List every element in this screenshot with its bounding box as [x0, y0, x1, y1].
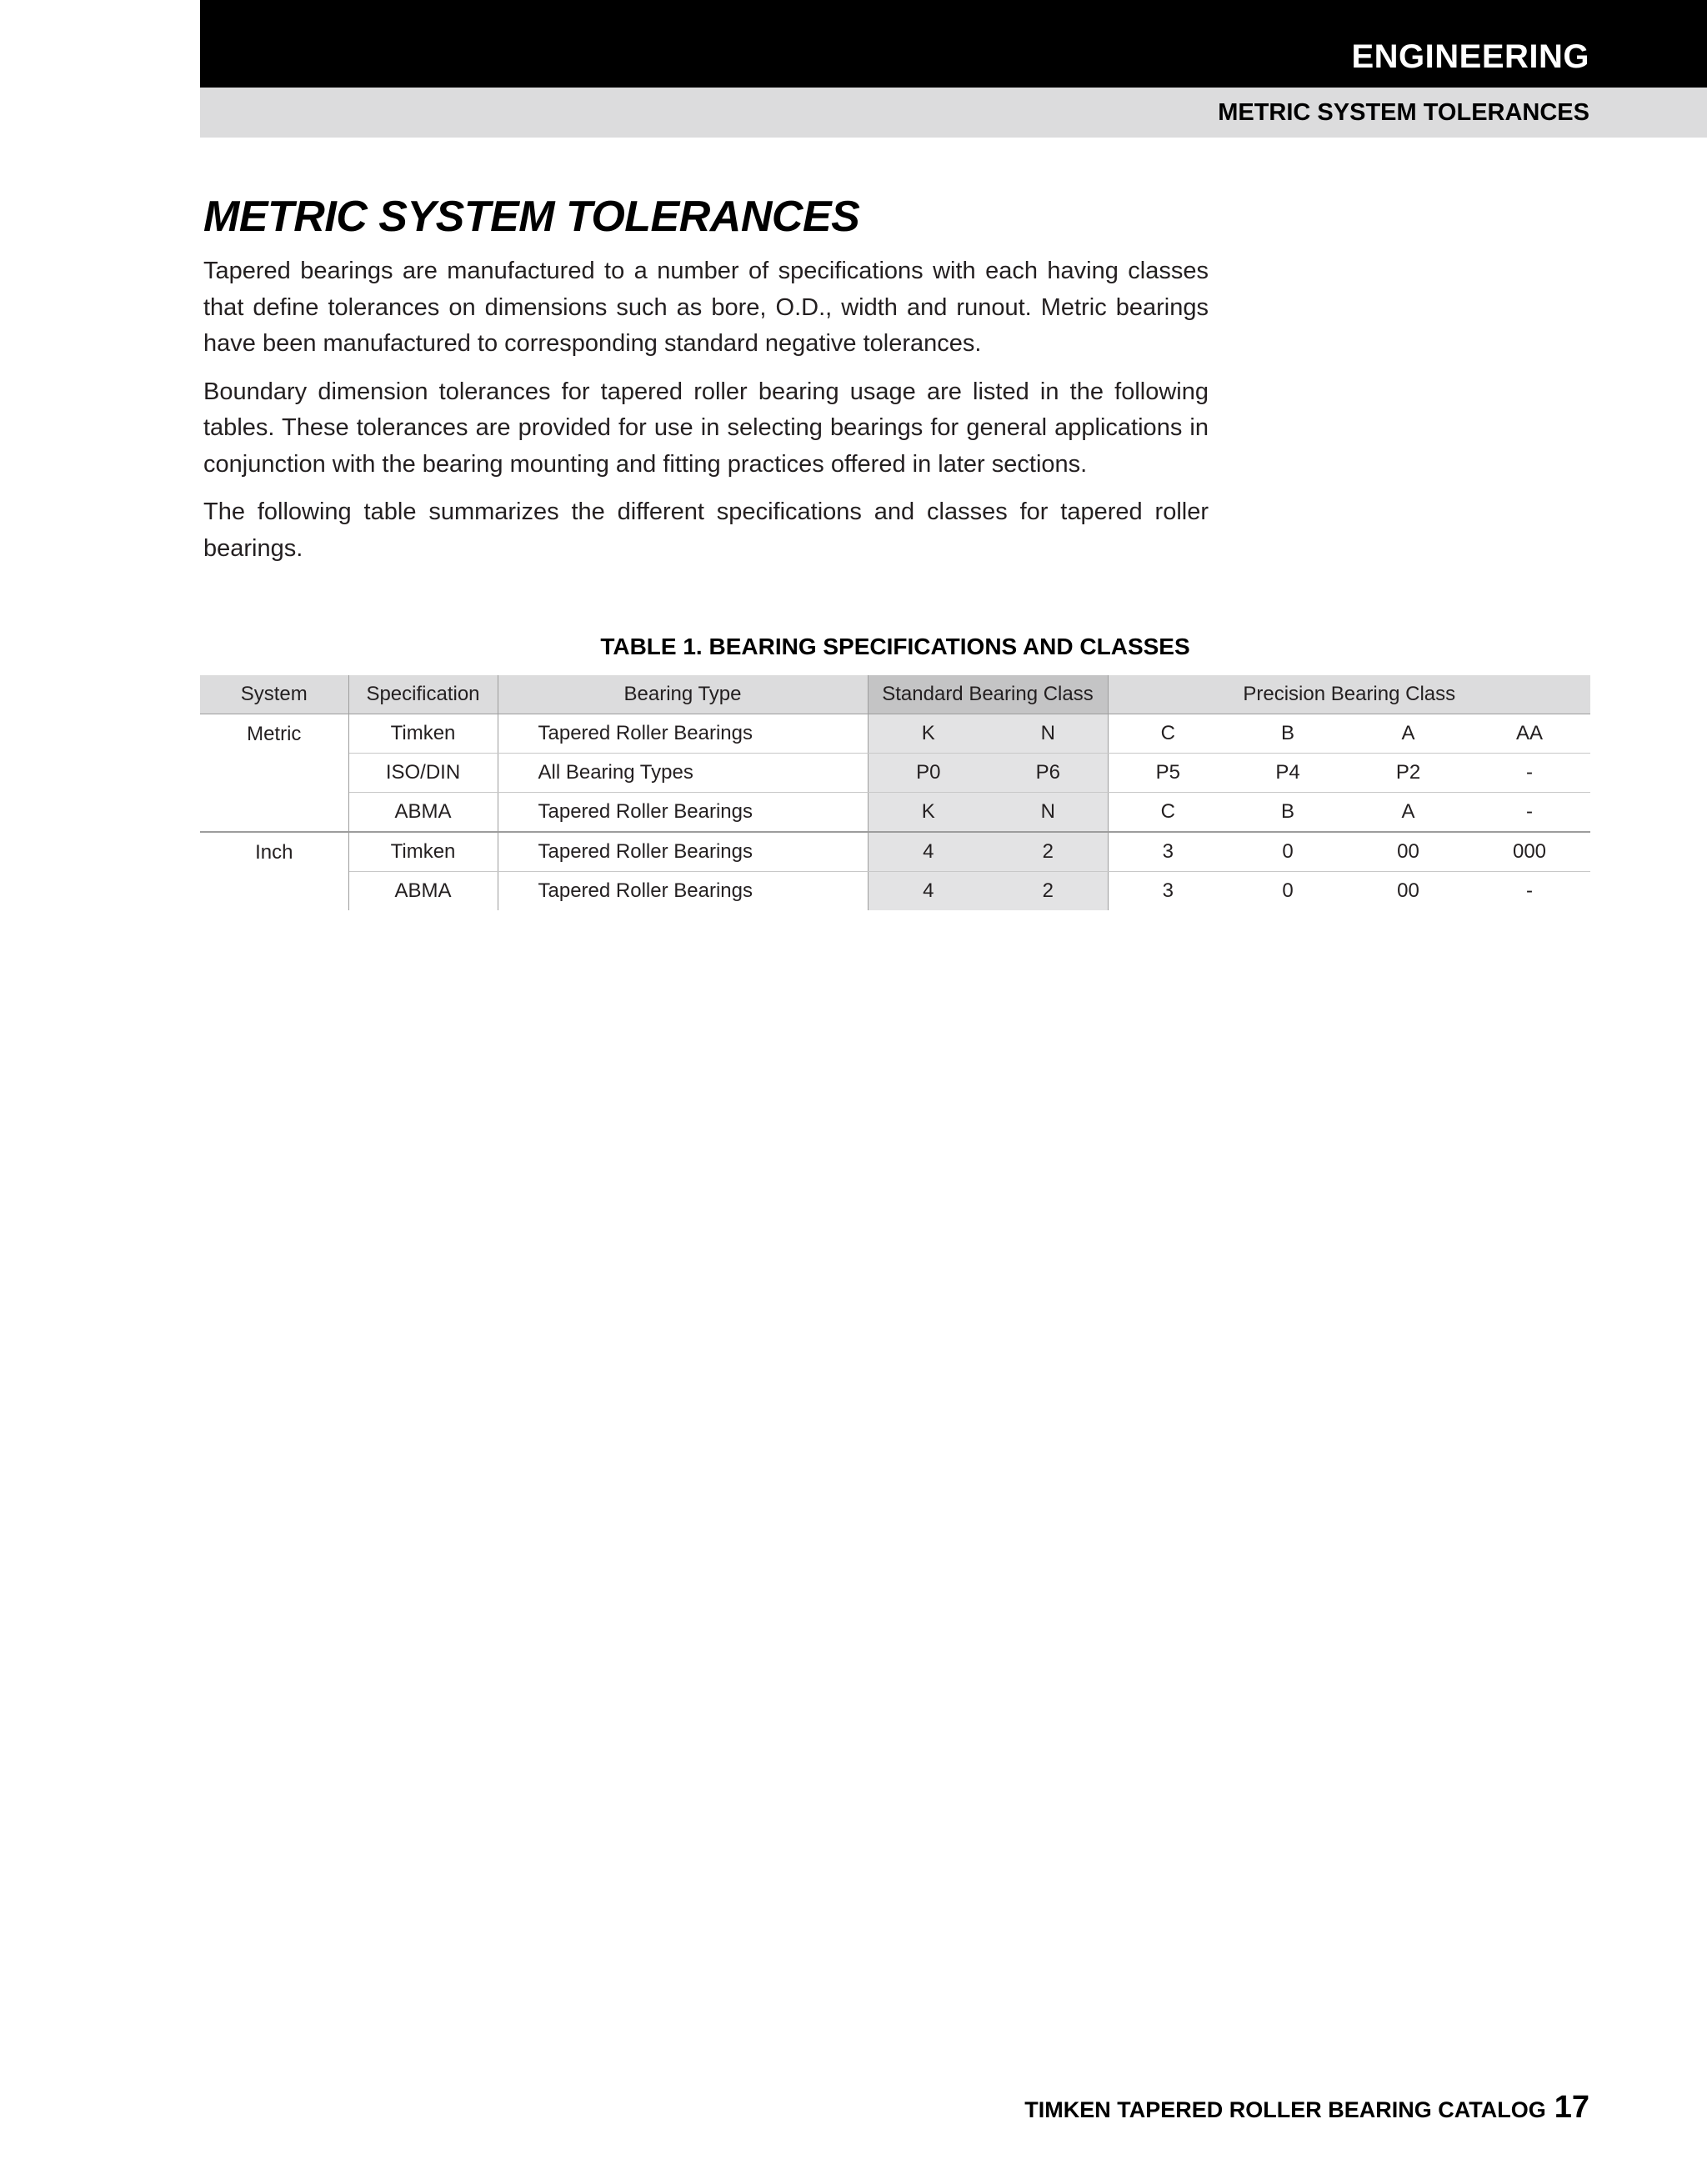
paragraph: Tapered bearings are manufactured to a number of specifications with each having classes that define tolerances on dimensions such as bore, O.D., width and runout. Metric bearings have been manufactured to corresponding standard negative tolerances.	[203, 258, 1209, 357]
spec-cell: ABMA	[348, 793, 498, 833]
precision-class-cell: 00	[1397, 879, 1419, 902]
table-header-row	[200, 675, 1590, 714]
header-specification: Specification	[348, 675, 498, 714]
standard-class-cell: P0	[868, 754, 989, 793]
spec-cell: ABMA	[348, 872, 498, 911]
standard-class-cell: 4	[868, 872, 989, 911]
subsection-title: METRIC SYSTEM TOLERANCES	[1218, 99, 1589, 126]
precision-class-cell: -	[1526, 879, 1533, 902]
catalog-name: TIMKEN TAPERED ROLLER BEARING CATALOG	[1024, 2097, 1546, 2122]
bearing-specifications-table	[200, 675, 1590, 910]
precision-class-cell: 000	[1469, 832, 1590, 872]
precision-class-cell: P4	[1228, 754, 1348, 793]
bearing-type-cell: Tapered Roller Bearings	[498, 872, 868, 911]
page-title: METRIC SYSTEM TOLERANCES	[203, 193, 860, 241]
standard-class-cell: 2	[989, 872, 1108, 911]
body-text	[203, 253, 1209, 579]
spec-cell: Timken	[348, 714, 498, 754]
page-footer	[1024, 2090, 1589, 2126]
precision-class-cell: 0	[1282, 879, 1294, 902]
standard-class-cell: K	[868, 714, 989, 754]
paragraph: Boundary dimension tolerances for tapered roller bearing usage are listed in the following tables. These tolerances are provided for use in selecting bearings for general applications in conjunction with the bearing mounting and fitting practices offered in later sections.	[203, 378, 1209, 478]
header-standard-bearing-class: Standard Bearing Class	[868, 675, 1108, 714]
spec-cell: Timken	[348, 832, 498, 872]
standard-class-cell: P6	[989, 754, 1108, 793]
standard-class-cell: 4	[868, 832, 989, 872]
precision-class-cell: -	[1469, 754, 1590, 793]
precision-class-cell: A	[1348, 714, 1469, 754]
standard-class-cell: N	[989, 714, 1108, 754]
table-row	[200, 872, 1590, 911]
header-system: System	[200, 675, 348, 714]
standard-class-cell: 2	[989, 832, 1108, 872]
precision-class-cell: C	[1108, 793, 1228, 833]
table-row	[200, 832, 1590, 872]
section-title: ENGINEERING	[1351, 38, 1589, 75]
spec-cell: ISO/DIN	[348, 754, 498, 793]
table-row	[200, 793, 1590, 833]
bearing-type-cell: Tapered Roller Bearings	[498, 832, 868, 872]
precision-class-cell: B	[1228, 793, 1348, 833]
system-cell: Inch	[200, 832, 348, 910]
section-header-bar	[200, 0, 1707, 88]
table-caption: TABLE 1. BEARING SPECIFICATIONS AND CLASSES	[600, 634, 1190, 659]
table-row	[200, 754, 1590, 793]
bearing-type-cell: Tapered Roller Bearings	[498, 714, 868, 754]
precision-class-cell: C	[1108, 714, 1228, 754]
standard-class-cell: N	[989, 793, 1108, 833]
header-precision-bearing-class: Precision Bearing Class	[1108, 675, 1590, 714]
subsection-header-bar	[200, 88, 1707, 138]
bearing-type-cell: Tapered Roller Bearings	[498, 793, 868, 833]
precision-class-cell: AA	[1469, 714, 1590, 754]
system-cell: Metric	[200, 714, 348, 833]
precision-class-cell: -	[1469, 793, 1590, 833]
precision-class-cell: 0	[1228, 832, 1348, 872]
precision-class-cell: P2	[1348, 754, 1469, 793]
paragraph: The following table summarizes the different specifications and classes for tapered roller bearings.	[203, 498, 1209, 562]
precision-class-cell: 3	[1162, 879, 1174, 902]
bearing-type-cell: All Bearing Types	[498, 754, 868, 793]
page-number: 17	[1554, 2090, 1589, 2125]
precision-class-cell: 3	[1108, 832, 1228, 872]
precision-class-cell: 00	[1348, 832, 1469, 872]
standard-class-cell: K	[868, 793, 989, 833]
precision-class-cell: P5	[1108, 754, 1228, 793]
precision-class-cell: B	[1228, 714, 1348, 754]
table-row	[200, 714, 1590, 754]
precision-class-cell: A	[1348, 793, 1469, 833]
header-bearing-type: Bearing Type	[498, 675, 868, 714]
